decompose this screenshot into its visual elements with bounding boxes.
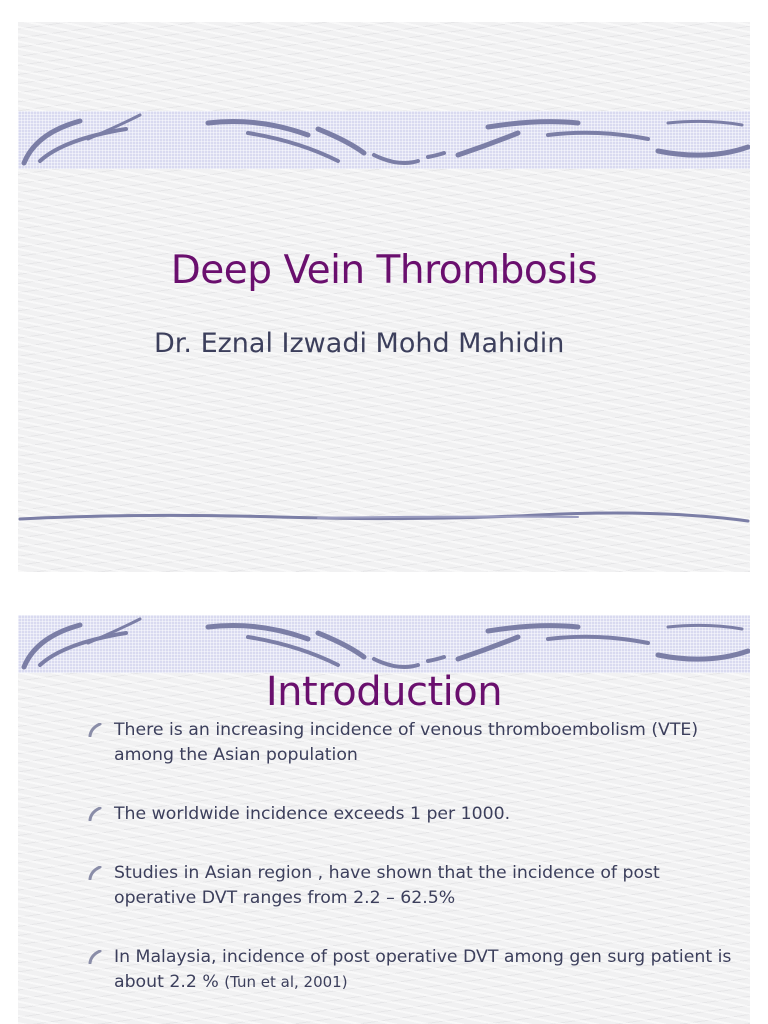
swoosh-bullet-icon (88, 723, 102, 737)
slide-title (18, 22, 750, 572)
list-item (88, 861, 738, 911)
swoosh-bullet-icon (88, 866, 102, 880)
bullet-text: The worldwide incidence exceeds 1 per 1000. (114, 804, 511, 824)
bottom-swoosh-line (18, 511, 750, 525)
bullet-text: Studies in Asian region , have shown that the incidence of post operative DVT ranges from 2.2 – 62.5% (114, 863, 660, 908)
decorative-band (18, 111, 750, 169)
slide-title-text: Deep Vein Thrombosis (170, 248, 598, 293)
list-item (88, 718, 738, 768)
list-item (88, 945, 738, 995)
bullet-text: In Malaysia, incidence of post operative DVT among gen surg patient is about 2.2 % (114, 947, 732, 992)
list-item (88, 802, 738, 827)
slide-introduction (18, 615, 750, 1024)
swoosh-bullet-icon (88, 950, 102, 964)
author-name: Dr. Eznal Izwadi Mohd Mahidin (154, 328, 565, 359)
swoosh-decoration (18, 615, 750, 673)
slide-title-text: Introduction (265, 669, 503, 715)
bullet-text: There is an increasing incidence of venous thromboembolism (VTE) among the Asian population (114, 720, 699, 765)
citation: (Tun et al, 2001) (224, 973, 348, 991)
decorative-band (18, 615, 750, 673)
swoosh-bullet-icon (88, 807, 102, 821)
swoosh-decoration (18, 111, 750, 169)
bullet-list (88, 718, 738, 995)
